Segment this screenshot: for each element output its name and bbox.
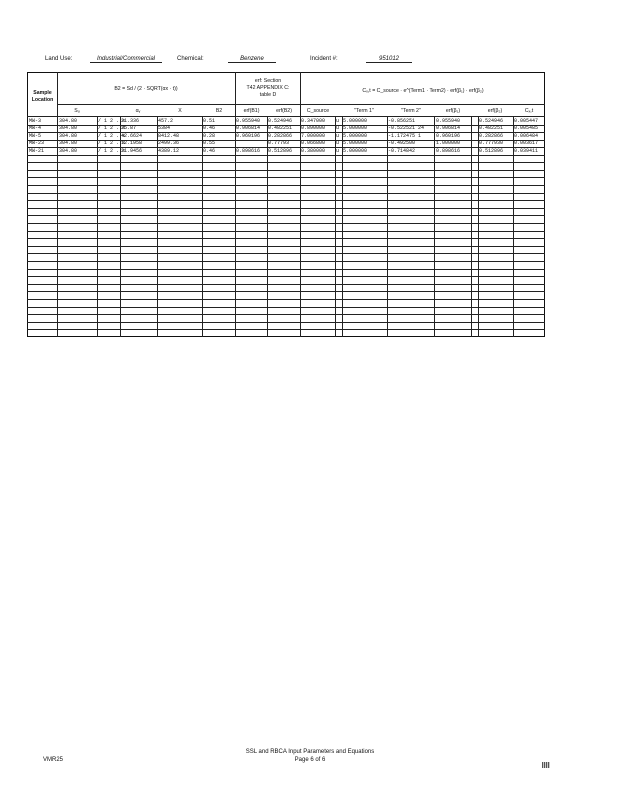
row-term2: -0.492500 [388,140,416,146]
row-c-source: 0.347000 [301,117,326,124]
table-row-divider [27,223,545,224]
table-row-divider [27,231,545,232]
table-row-divider [27,200,545,201]
row-erf-beta1: 0.955940 [436,117,461,124]
divider [434,116,435,337]
page-number: Page 6 of 6 [294,757,326,763]
col-header-erfb2: erf(B2) [276,108,292,114]
table-row-divider [27,253,545,254]
col-header-csource: C_source [306,108,330,114]
row-x: 4389.12 [158,147,180,154]
col-header-erfb1: erf(B1) [243,108,260,114]
row-cxt: 0.039411 [514,147,539,154]
row-erf-b1: 0.960196 [236,132,261,139]
row-b2: 0.46 [203,125,216,131]
row-location: MW-5 [29,132,42,139]
row-erf-b2: 0.524946 [268,117,293,124]
col-header-ay: αᵧ [135,108,141,114]
row-cxt: 0.005447 [514,117,539,124]
row-ay: 42.6624 [121,132,143,139]
row-term1: 5.000000 [343,125,368,131]
row-erf-b2: 0.77793 [268,140,290,146]
chemical-label: Chemical: [177,56,204,62]
document-title: SSL and RBCA Input Parameters and Equations [245,749,375,755]
table-row-divider [27,329,545,330]
row-erf-beta1: 0.960196 [436,132,461,139]
divider [57,104,545,105]
row-term1: 5.000000 [343,132,368,139]
col-header-erf-beta1: erf(β₁) [445,108,461,114]
row-b2: 0.55 [203,140,216,146]
row-mid-marks: / 1 2 . s [98,147,126,154]
row-erf-b1: 0.955940 [236,117,261,124]
row-sd: 304.80 [59,132,78,139]
table-row-divider [27,238,545,239]
row-x: 5384 [158,125,171,131]
sample-location-header: Sample Location [31,90,54,103]
row-multiplier: u [336,147,340,154]
table-row-divider [27,269,545,270]
incident-label: Incident #: [310,56,338,62]
table-row-divider [27,276,545,277]
row-erf-b1: 0.906814 [236,125,261,131]
col-header-term2: "Term 2" [401,108,421,114]
row-multiplier: u [336,125,340,131]
row-location: MW-4 [29,125,42,131]
table-row-divider [27,170,545,171]
col-header-erf-beta2: erf(β₂) [487,108,503,114]
row-sd: 304.80 [59,147,78,154]
land-use-label: Land Use: [45,56,73,62]
row-mid-marks: / 1 2 . s [98,125,126,131]
row-multiplier: u [336,117,340,124]
row-term2: -0.856251 [388,117,416,124]
row-sd: 304.80 [59,140,78,146]
row-location: MW-23 [29,140,45,146]
table-row-divider [27,284,545,285]
table-row-divider [27,185,545,186]
table-row-divider [27,299,545,300]
table-row-divider [27,261,545,262]
row-b2: 0.28 [203,132,216,139]
incident-field [366,56,412,63]
table-row-divider [27,208,545,209]
row-mid-marks: / 1 2 . s [98,117,126,124]
chemical-value: Benzene [228,56,276,63]
row-cxt: 0.003617 [514,140,539,146]
row-ay: 12.1958 [121,140,143,146]
row-ay: 21.336 [121,117,140,124]
table-row-divider [27,314,545,315]
row-term2: -0.714842 [388,147,416,154]
row-term1: 5.000000 [343,117,368,124]
row-sd: 304.80 [59,117,78,124]
row-erf-beta1: 0.906814 [436,125,461,131]
document-code: VMR25 [43,757,64,763]
row-term1: 5.000000 [343,147,368,154]
row-b2: 0.46 [203,147,216,154]
table-row-divider [27,291,545,292]
table-row-divider [27,246,545,247]
incident-value: 951012 [366,56,412,63]
row-erf-beta2: 0.777930 [479,140,504,146]
col-header-sd: Sᵤ [74,108,80,114]
erf-note: erf: Section T42 APPENDIX C: table D [246,78,290,98]
row-mid-marks: / 1 2 . s [98,140,126,146]
table-row-divider [27,307,545,308]
row-x: 8412.48 [158,132,180,139]
row-erf-beta2: 0.524946 [479,117,504,124]
b2-formula: B2 = Sd / (2 · SQRT(αx · t)) [114,86,178,92]
row-location: MW-21 [29,147,45,154]
col-header-term1: "Term 1" [354,108,374,114]
table-row-divider [27,162,545,163]
row-c-source: 7.000000 [301,132,326,139]
row-ay: 21.9456 [121,147,143,154]
table-row-divider [27,155,545,156]
row-erf-b2: 0.482251 [268,125,293,131]
divider [471,116,472,337]
scan-mark [542,762,550,768]
row-c-source: 0.890000 [301,125,326,131]
row-erf-b2: 0.512896 [268,147,293,154]
row-multiplier: u [336,132,340,139]
row-location: MW-3 [29,117,42,124]
col-header-x: X [178,108,182,114]
row-cxt: 0.006484 [514,132,539,139]
row-c-source: 0.380000 [301,147,326,154]
land-use-field [90,56,162,63]
row-term2: -1.172475 1 [388,132,422,139]
row-erf-beta2: 0.282866 [479,132,504,139]
row-x: 2499.36 [158,140,180,146]
row-term2: -0.522521 24 [388,125,425,131]
row-erf-beta1: 1.000000 [436,140,461,146]
row-sd: 304.80 [59,125,78,131]
row-multiplier: u [336,140,340,146]
table-row-divider [27,193,545,194]
table-row-divider [27,215,545,216]
row-cxt: 0.005485 [514,125,539,131]
row-erf-beta1: 0.898616 [436,147,461,154]
col-header-cxt: Cₓ,t [524,108,534,114]
main-equation: Cₓ,t = C_source · e^(Term1 · Term2) · erf(β₁) · erf(β₂) [362,88,484,94]
col-header-b2: B2 [215,108,223,114]
row-mid-marks: / 1 2 . s [98,132,126,139]
land-use-value: Industrial/Commercial [90,56,162,63]
row-erf-b1: 0.898616 [236,147,261,154]
row-c-source: 0.066800 [301,140,326,146]
table-row-divider [27,177,545,178]
row-erf-beta2: 0.512896 [479,147,504,154]
row-erf-b2: 0.282866 [268,132,293,139]
chemical-field [228,56,276,63]
row-term1: 5.000000 [343,140,368,146]
row-x: 457.2 [158,117,174,124]
row-erf-beta2: 0.482251 [479,125,504,131]
row-ay: 25.87 [121,125,137,131]
table-row-divider [27,322,545,323]
row-b2: 0.51 [203,117,216,124]
